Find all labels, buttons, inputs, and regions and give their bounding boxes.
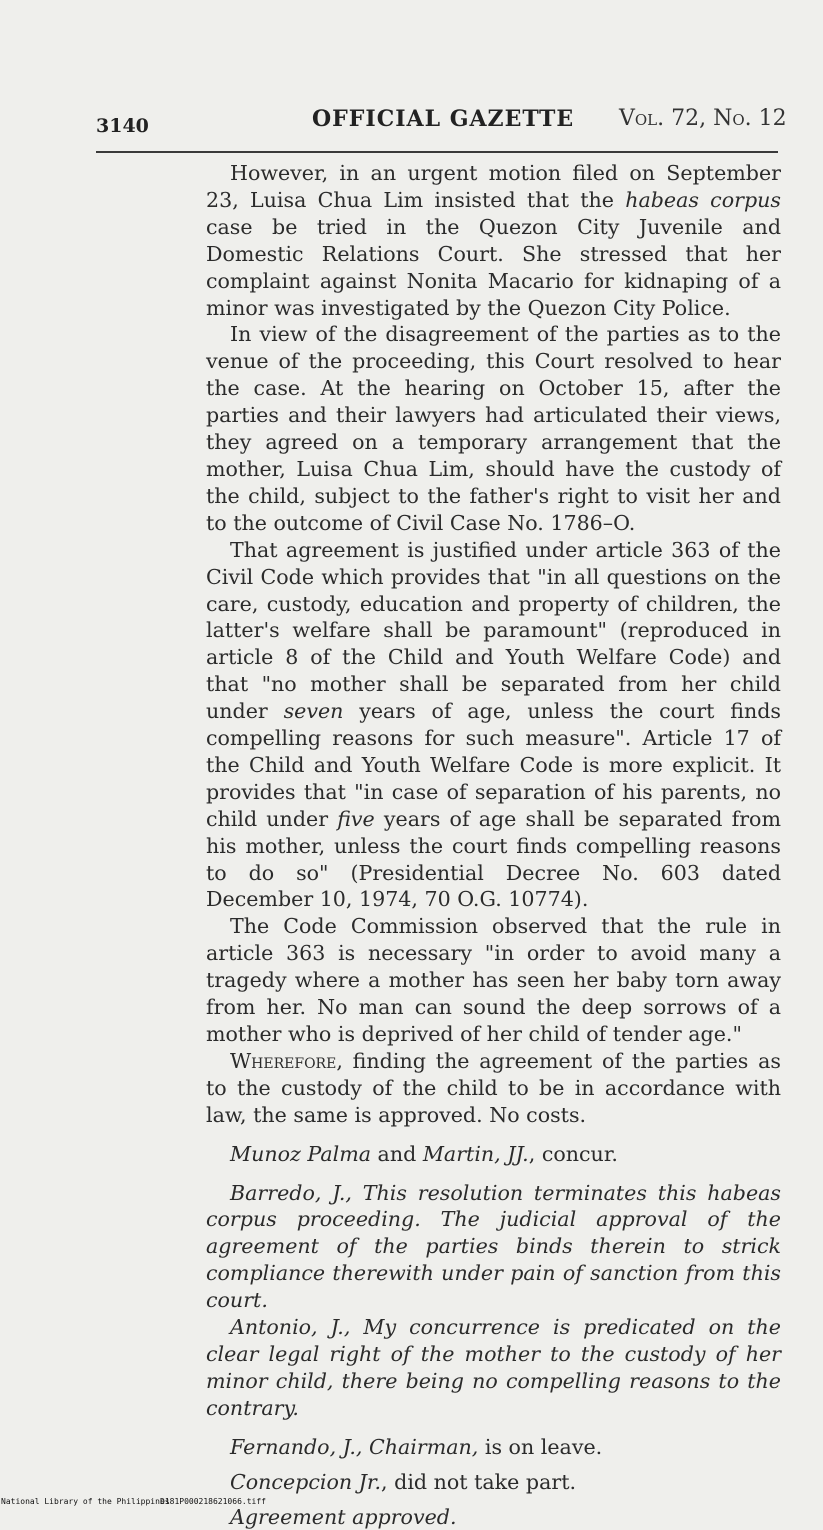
scan-footer xyxy=(0,1495,823,1508)
paragraph-wherefore: Wherefore, finding the agreement of the parties as to the custody of the child to be in accordance with law, the same is approved. No costs. xyxy=(206,1048,781,1129)
paragraph-civil-code: That agreement is justified under article 363 of the Civil Code which provides that "in all questions on the care, custody, education and property of children, the latter's welfare shall be paramount" (reproduced in article 8 of the Child and Youth Welfare Code) and that "no mother shall be separated from her child under seven years of age, unless the court finds compelling reasons for such measure". Article 17 of the Child and Youth Welfare Code is more explicit. It provides that "in case of separation of his parents, no child under five years of age shall be separated from his mother, unless the court finds compelling reasons to do so" (Presidential Decree No. 603 dated December 10, 1974, 70 O.G. 10774). xyxy=(206,537,781,914)
paragraph-concepcion: Concepcion Jr., did not take part. xyxy=(206,1469,781,1496)
document-body xyxy=(206,160,781,1530)
paragraph-fernando: Fernando, J., Chairman, is on leave. xyxy=(206,1434,781,1461)
paragraph-antonio: Antonio, J., My concurrence is predicated on the clear legal right of the mother to the custody of her minor child, there being no compelling reasons to the contrary. xyxy=(206,1314,781,1422)
paragraph-urgent-motion: However, in an urgent motion filed on September 23, Luisa Chua Lim insisted that the habeas corpus case be tried in the Quezon City Juvenile and Domestic Relations Court. She stressed that her complaint against Nonita Macario for kidnaping of a minor was investigated by the Quezon City Police. xyxy=(206,160,781,321)
publication-title: OFFICIAL GAZETTE xyxy=(312,106,574,132)
paragraph-venue: In view of the disagreement of the parties as to the venue of the proceeding, this Court resolved to hear the case. At the hearing on October 15, after the parties and their lawyers had articulated their views, they agreed on a temporary arrangement that the mother, Luisa Chua Lim, should have the custody of the child, subject to the father's right to visit her and to the outcome of Civil Case No. 1786–O. xyxy=(206,321,781,536)
footer-file: D181P000218621066.tiff xyxy=(160,1497,266,1506)
page-header xyxy=(0,103,823,143)
paragraph-code-commission: The Code Commission observed that the rule in article 363 is necessary "in order to avoid many a tragedy where a mother has seen her baby torn away from her. No man can sound the deep sorrows of a mother who is deprived of her child of tender age." xyxy=(206,913,781,1048)
page-number: 3140 xyxy=(96,115,149,137)
paragraph-agreement-approved: Agreement approved. xyxy=(206,1504,781,1530)
paragraph-barredo: Barredo, J., This resolution terminates this habeas corpus proceeding. The judicial approval of the agreement of the parties binds therein to strick compliance therewith under pain of sanction from this court. xyxy=(206,1180,781,1315)
paragraph-concurrence: Munoz Palma and Martin, JJ., concur. xyxy=(206,1141,781,1168)
volume-number: Vol. 72, No. 12 xyxy=(619,106,787,131)
footer-library: National Library of the Philippines xyxy=(1,1497,170,1506)
header-rule xyxy=(96,151,778,153)
